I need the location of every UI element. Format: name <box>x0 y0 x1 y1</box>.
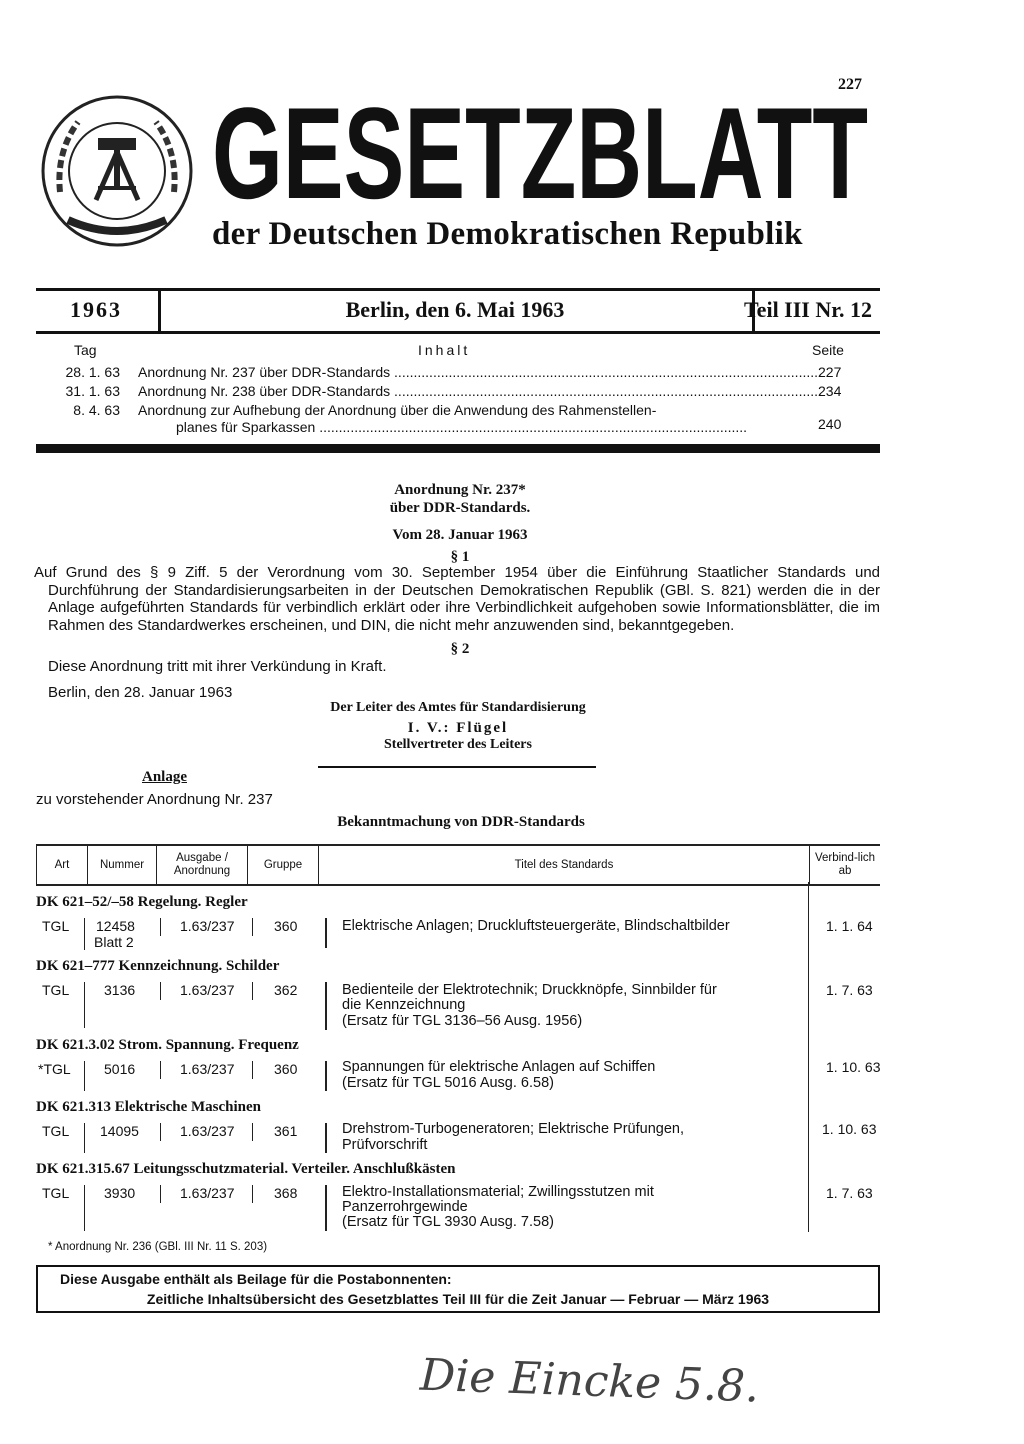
column-bar <box>325 1185 327 1231</box>
col-ausgabe: Ausgabe / Anordnung <box>157 845 248 885</box>
group-heading: DK 621–777 Kennzeichnung. Schilder <box>36 958 280 974</box>
toc-col-inhalt: Inhalt <box>418 342 471 358</box>
cell-titel: Elektrische Anlagen; Druckluftsteuergeräte, Blindschaltbilder <box>342 918 730 934</box>
supplement-notice <box>36 1265 880 1313</box>
col-verbindlich: Verbind-lich ab <box>810 845 881 885</box>
cell-ausgabe: 1.63/237 <box>180 1123 235 1139</box>
cell-ausgabe: 1.63/237 <box>180 918 235 934</box>
column-bar <box>160 918 161 936</box>
issue-year: 1963 <box>70 297 122 322</box>
cell-nummer: 5016 <box>104 1061 136 1077</box>
annex-label: Anlage <box>142 769 187 785</box>
cell-art: TGL <box>42 982 70 998</box>
toc-date: 31. 1. 63 <box>65 383 120 399</box>
column-bar <box>252 982 253 1000</box>
footnote: * Anordnung Nr. 236 (GBl. III Nr. 11 S. 203) <box>48 1241 268 1253</box>
cell-titel: Elektro-Installationsmaterial; Zwillingsstutzen mit <box>342 1184 654 1200</box>
paragraph-2-number: § 2 <box>450 641 470 657</box>
toc-entry-title: Anordnung Nr. 238 über DDR-Standards .............................................................................................................. <box>138 383 822 399</box>
toc-date: 8. 4. 63 <box>73 402 120 418</box>
column-bar <box>252 1123 253 1141</box>
column-bar <box>252 1185 253 1203</box>
cell-ab: 1. 10. 63 <box>822 1121 877 1137</box>
cell-ab: 1. 10. 63 <box>826 1059 881 1075</box>
column-bar <box>325 1061 327 1091</box>
cell-nummer: 12458 <box>96 918 135 934</box>
col-art: Art <box>37 845 88 885</box>
toc-page: 234 <box>818 383 842 399</box>
cell-art: TGL <box>42 1123 70 1139</box>
column-bar <box>325 982 327 1030</box>
cell-titel: Spannungen für elektrische Anlagen auf Schiffen <box>342 1059 656 1075</box>
issue-part: Teil III Nr. 12 <box>744 297 872 322</box>
group-heading: DK 621–52/–58 Regelung. Regler <box>36 894 248 910</box>
signer-office: Der Leiter des Amtes für Standardisierung <box>330 700 586 715</box>
column-bar <box>84 1185 85 1231</box>
col-gruppe: Gruppe <box>248 845 319 885</box>
state-emblem-icon <box>38 92 196 250</box>
cell-gruppe: 360 <box>274 918 298 934</box>
cell-ausgabe: 1.63/237 <box>180 1185 235 1201</box>
annex-heading: Bekanntmachung von DDR-Standards <box>337 814 585 830</box>
standards-table-header <box>36 844 880 886</box>
cell-titel-2: Prüfvorschrift <box>342 1137 428 1153</box>
toc-entry-title: Anordnung Nr. 237 über DDR-Standards .............................................................................................................. <box>138 364 822 380</box>
handwritten-note <box>410 1340 910 1420</box>
cell-titel-2: die Kennzeichnung <box>342 997 466 1013</box>
toc-col-seite: Seite <box>812 342 844 358</box>
cell-gruppe: 361 <box>274 1123 298 1139</box>
notice-line-1: Diese Ausgabe enthält als Beilage für die Postabonnenten: <box>60 1271 452 1287</box>
cell-ab: 1. 7. 63 <box>826 1185 873 1201</box>
toc-page: 240 <box>818 416 842 432</box>
cell-gruppe: 362 <box>274 982 298 998</box>
cell-titel-3: (Ersatz für TGL 3930 Ausg. 7.58) <box>342 1214 554 1230</box>
cell-ausgabe: 1.63/237 <box>180 982 235 998</box>
column-bar <box>160 1123 161 1141</box>
cell-art: *TGL <box>38 1061 71 1077</box>
toc-col-tag: Tag <box>74 342 97 358</box>
cell-nummer: 3930 <box>104 1185 136 1201</box>
column-bar <box>160 1185 161 1203</box>
cell-gruppe: 368 <box>274 1185 298 1201</box>
toc-page: 227 <box>818 364 842 380</box>
order-title: Anordnung Nr. 237* <box>394 482 526 498</box>
cell-art: TGL <box>42 1185 70 1201</box>
column-bar <box>84 982 85 1028</box>
column-bar <box>84 1061 85 1091</box>
column-bar <box>325 1123 327 1153</box>
toc-entry-title-cont: planes für Sparkassen .............................................................................................................. <box>176 419 748 435</box>
column-bar <box>252 1061 253 1079</box>
notice-line-2: Zeitliche Inhaltsübersicht des Gesetzblattes Teil III für die Zeit Januar — Februar — März 1963 <box>146 1291 770 1307</box>
column-bar <box>325 918 327 948</box>
cell-nummer: 3136 <box>104 982 136 998</box>
column-bar <box>84 918 85 950</box>
order-place-date: Berlin, den 28. Januar 1963 <box>48 684 233 701</box>
column-bar <box>252 918 253 936</box>
issue-place-date: Berlin, den 6. Mai 1963 <box>345 297 565 322</box>
cell-titel: Bedienteile der Elektrotechnik; Druckknöpfe, Sinnbilder für <box>342 982 717 998</box>
signer-name: I. V.: Flügel <box>407 720 509 736</box>
svg-text:GESETZBLATT: GESETZBLATT <box>212 80 868 226</box>
svg-text:Die Eincke 5.8.: Die Eincke 5.8. <box>419 1349 760 1413</box>
toc-entry-title: Anordnung zur Aufhebung der Anordnung über die Anwendung des Rahmenstellen- <box>138 402 657 418</box>
order-date: Vom 28. Januar 1963 <box>392 527 528 543</box>
signer-role: Stellvertreter des Leiters <box>384 737 532 752</box>
group-heading: DK 621.3.02 Strom. Spannung. Frequenz <box>36 1037 299 1053</box>
cell-nummer: 14095 <box>100 1123 139 1139</box>
page-number: 227 <box>838 76 862 93</box>
cell-titel: Drehstrom-Turbogeneratoren; Elektrische Prüfungen, <box>342 1121 684 1137</box>
cell-gruppe: 360 <box>274 1061 298 1077</box>
cell-titel-2: Panzerrohrgewinde <box>342 1199 468 1215</box>
column-bar <box>84 1123 85 1153</box>
paragraph-1-text: Auf Grund des § 9 Ziff. 5 der Verordnung vom 30. September 1954 über die Einführung Staatlicher Standards und Durchführung der Standardisierungsarbeiten in der Deutschen Demokratischen Republik (GBl. S. 821) werden die in der Anlage aufgeführten Standards für verbindlich erklärt oder ihre Verbindlichkeit aufgehoben sowie Informationsblätter, die im Rahmen des Standardwerkes erscheinen, und DIN, die nicht mehr anzuwenden sind, bekanntgegeben. <box>34 564 880 634</box>
toc-date: 28. 1. 63 <box>65 364 120 380</box>
cell-art: TGL <box>42 918 70 934</box>
cell-ausgabe: 1.63/237 <box>180 1061 235 1077</box>
issue-header <box>36 288 880 334</box>
paragraph-2-text: Diese Anordnung tritt mit ihrer Verkündung in Kraft. <box>48 658 387 675</box>
column-bar <box>808 882 809 1232</box>
order-title-2: über DDR-Standards. <box>389 500 531 516</box>
cell-nummer-sub: Blatt 2 <box>94 934 134 950</box>
paragraph-1-number: § 1 <box>450 549 470 565</box>
col-titel: Titel des Standards <box>319 845 810 885</box>
cell-titel-3: (Ersatz für TGL 3136–56 Ausg. 1956) <box>342 1013 583 1029</box>
cell-ab: 1. 7. 63 <box>826 982 873 998</box>
masthead-subtitle: der Deutschen Demokratischen Republik <box>212 216 803 252</box>
column-bar <box>160 1061 161 1079</box>
cell-titel-2: (Ersatz für TGL 5016 Ausg. 6.58) <box>342 1075 554 1091</box>
annex-subtitle: zu vorstehender Anordnung Nr. 237 <box>36 791 273 808</box>
cell-ab: 1. 1. 64 <box>826 918 873 934</box>
signature-rule <box>318 766 596 768</box>
group-heading: DK 621.313 Elektrische Maschinen <box>36 1099 261 1115</box>
group-heading: DK 621.315.67 Leitungsschutzmaterial. Verteiler. Anschlußkästen <box>36 1161 456 1177</box>
col-nummer: Nummer <box>88 845 157 885</box>
column-bar <box>160 982 161 1000</box>
section-rule <box>36 444 880 453</box>
